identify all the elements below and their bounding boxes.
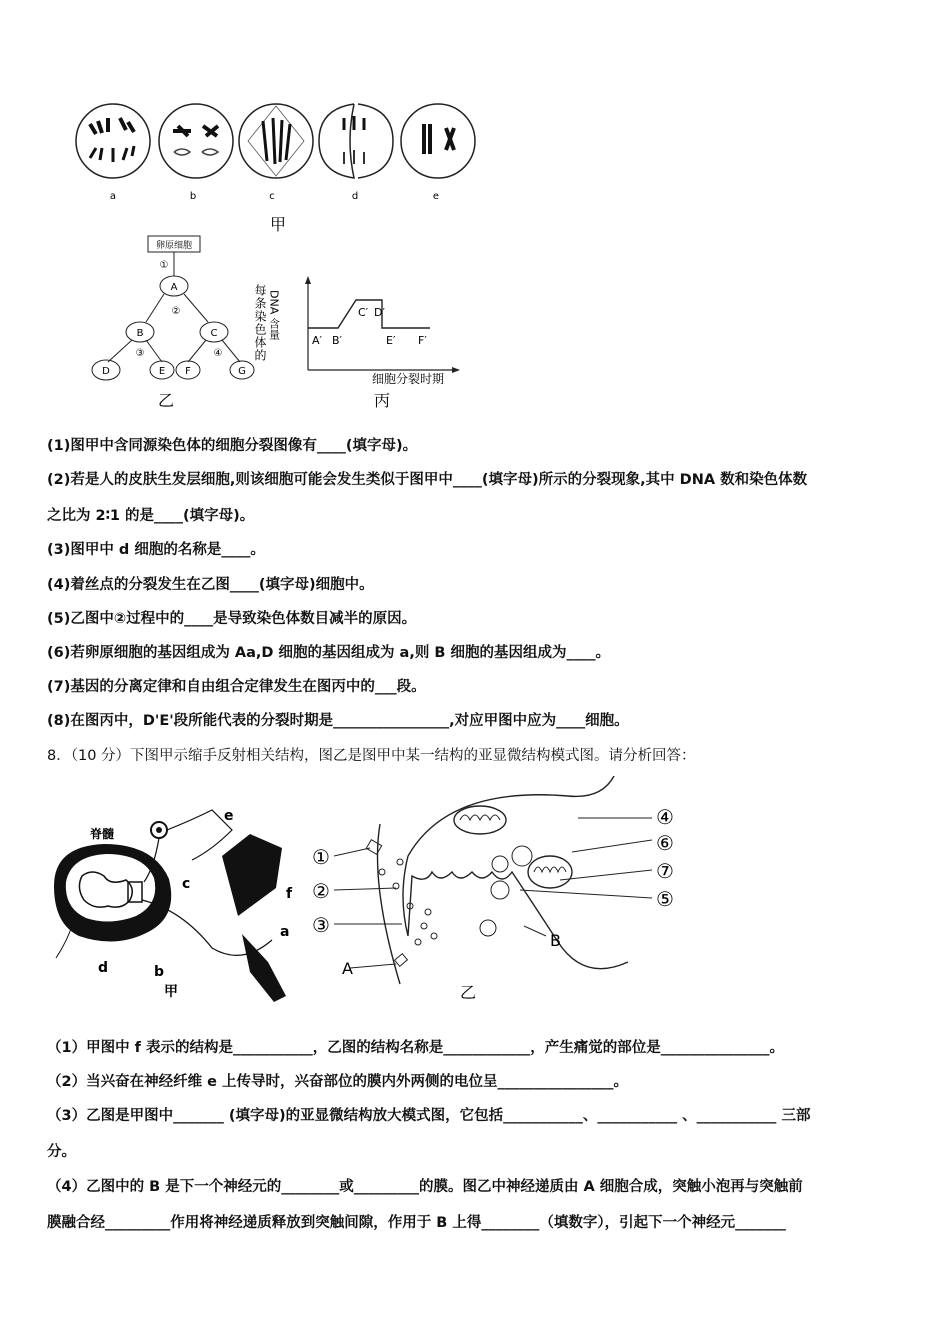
step-1: ① — [159, 260, 169, 271]
question-2: (2)若是人的皮肤生发层细胞,则该细胞可能会发生类似于图甲中____(填字母)所示的分裂现象,其中 DNA 数和染色体数 — [47, 472, 808, 488]
cell-c-label: c — [269, 191, 275, 202]
fig-jia-caption: 甲 — [269, 215, 287, 234]
q8-part-3: （3）乙图是甲图中_______ (填字母)的亚显微结构放大模式图，它包括___________、___________ 、___________ 三部 — [47, 1108, 811, 1124]
figure-synapse — [310, 776, 700, 1008]
point-a: A′ — [312, 334, 323, 347]
label-a-synapse: A — [342, 959, 353, 978]
step-2: ② — [171, 306, 181, 317]
q8-heading: 8．（10 分）下图甲示缩手反射相关结构，图乙是图甲中某一结构的亚显微结构模式图。请分析回答： — [47, 748, 696, 764]
q8-part-4-cont: 膜融合经_________作用将神经递质释放到突触间隙，作用于 B 上得________（填数字），引起下一个神经元_______ — [47, 1215, 786, 1231]
point-f: F′ — [418, 334, 427, 347]
label-e: e — [224, 808, 234, 824]
q8-part-2: （2）当兴奋在神经纤维 e 上传导时，兴奋部位的膜内外两侧的电位呈________________。 — [47, 1074, 629, 1090]
marker-6: ⑥ — [656, 831, 674, 855]
node-f: F — [185, 366, 191, 377]
cell-d — [319, 104, 393, 178]
cell-a-label: a — [109, 191, 117, 202]
label-a: a — [280, 924, 290, 940]
fig-reflex-caption: 甲 — [164, 984, 178, 1000]
root-label: 卵原细胞 — [155, 241, 193, 251]
question-3: (3)图甲中 d 细胞的名称是____。 — [47, 542, 265, 558]
figure-yi — [84, 232, 264, 412]
q8-part-3-cont: 分。 — [47, 1144, 76, 1160]
question-1: (1)图甲中含同源染色体的细胞分裂图像有____(填字母)。 — [47, 438, 418, 454]
node-b: B — [136, 328, 144, 339]
question-4: (4)着丝点的分裂发生在乙图____(填字母)细胞中。 — [47, 577, 374, 593]
label-d: d — [98, 960, 109, 976]
q8-part-1: （1）甲图中 f 表示的结构是___________，乙图的结构名称是____________，产生痛觉的部位是_______________。 — [47, 1040, 784, 1056]
cell-c — [239, 104, 313, 178]
question-7: (7)基因的分离定律和自由组合定律发生在图丙中的___段。 — [47, 679, 426, 695]
node-e: E — [158, 366, 166, 377]
label-b: b — [154, 964, 165, 980]
question-8: (8)在图丙中，D'E'段所能代表的分裂时期是________________,对应甲图中应为____细胞。 — [47, 713, 629, 729]
xlabel: 细胞分裂时期 — [372, 372, 445, 386]
point-b: B′ — [332, 334, 343, 347]
q8-part-4: （4）乙图中的 B 是下一个神经元的________或_________的膜。图乙中神经递质由 A 细胞合成，突触小泡再与突触前 — [47, 1179, 803, 1195]
fig-bing-caption: 丙 — [373, 391, 391, 410]
marker-2: ② — [312, 879, 330, 903]
cell-b-label: b — [189, 191, 197, 202]
ylabel-dna: DNA 含量 — [267, 290, 281, 340]
spinal-label: 脊髓 — [90, 827, 115, 841]
figure-reflex-arc — [44, 796, 314, 1004]
node-g: G — [238, 366, 246, 377]
marker-3: ③ — [312, 913, 330, 937]
cell-b — [159, 104, 233, 178]
marker-5: ⑤ — [656, 887, 674, 911]
step-3: ③ — [135, 348, 145, 359]
marker-1: ① — [312, 845, 330, 869]
point-d: D′ — [374, 306, 385, 319]
point-e: E′ — [386, 334, 396, 347]
dna-curve — [308, 300, 430, 328]
cell-d-label: d — [351, 191, 359, 202]
node-a: A — [170, 282, 178, 293]
marker-4: ④ — [656, 805, 674, 829]
fig-synapse-caption: 乙 — [460, 983, 477, 1002]
ylabel-vertical: 每条染色体的 — [253, 284, 267, 362]
cell-e-label: e — [432, 191, 440, 202]
question-5: (5)乙图中②过程中的____是导致染色体数目减半的原因。 — [47, 611, 417, 627]
node-c: C — [210, 328, 218, 339]
node-d: D — [102, 366, 110, 377]
step-4: ④ — [213, 348, 223, 359]
cell-a — [76, 104, 150, 178]
question-2-cont: 之比为 2∶1 的是____(填字母)。 — [47, 508, 255, 524]
figure-jia — [68, 96, 488, 236]
marker-7: ⑦ — [656, 859, 674, 883]
question-6: (6)若卵原细胞的基因组成为 Aa,D 细胞的基因组成为 a,则 B 细胞的基因组成为____。 — [47, 645, 610, 661]
label-b-synapse: B — [550, 931, 561, 950]
cell-e — [401, 104, 475, 178]
figure-bing — [250, 272, 470, 412]
fig-yi-caption: 乙 — [157, 391, 175, 410]
label-f: f — [286, 886, 293, 902]
point-c: C′ — [358, 306, 369, 319]
label-c: c — [182, 876, 191, 892]
